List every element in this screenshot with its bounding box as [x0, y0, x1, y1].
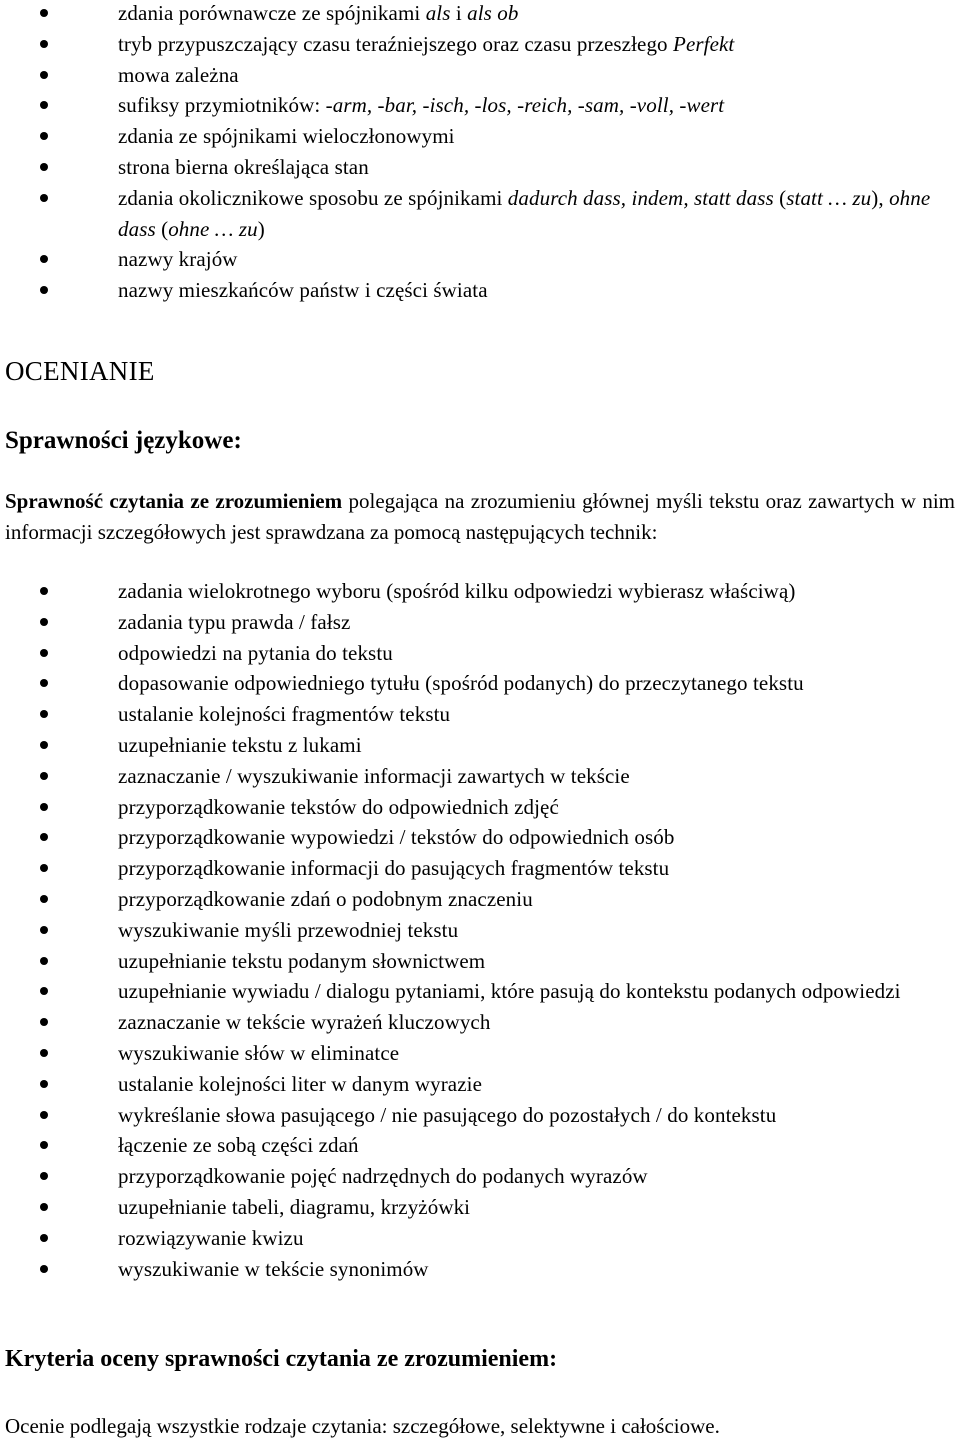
list-item-text: zaznaczanie w tekście wyrażeń kluczowych — [118, 1010, 491, 1035]
list-item-text: wyszukiwanie myśli przewodniej tekstu — [118, 917, 459, 942]
list-item-text: zdania ze spójnikami wieloczłonowymi — [118, 124, 455, 149]
bullet-icon — [40, 833, 48, 841]
italic-term: Perfekt — [673, 31, 735, 56]
list-item — [0, 275, 960, 306]
list-item — [0, 792, 960, 823]
bullet-icon — [40, 957, 48, 965]
list-item — [0, 638, 960, 669]
bullet-icon — [40, 1203, 48, 1211]
bullet-icon — [40, 9, 48, 17]
list-item — [0, 946, 960, 977]
bullet-icon — [40, 132, 48, 140]
list-item-text: przyporządkowanie tekstów do odpowiednich zdjęć — [118, 794, 559, 819]
list-item — [0, 915, 960, 946]
italic-term: ohne … zu — [168, 216, 258, 241]
list-item — [0, 1069, 960, 1100]
list-item — [0, 576, 960, 607]
heading-ocenianie: OCENIANIE — [5, 356, 155, 386]
list-item-text: strona bierna określająca stan — [118, 154, 369, 179]
list-item-text: przyporządkowanie zdań o podobnym znaczeniu — [118, 886, 533, 911]
list-item-text: zdania okolicznikowe sposobu ze spójnikami — [118, 185, 508, 210]
list-item-text: tryb przypuszczający czasu teraźniejszego oraz czasu przeszłego — [118, 31, 674, 56]
list-item — [0, 1007, 960, 1038]
list-item-text: uzupełnianie wywiadu / dialogu pytaniami, które pasują do kontekstu podanych odpowiedzi — [118, 979, 901, 1004]
list-item-text: ) — [257, 216, 265, 241]
reading-skill-paragraph — [5, 486, 955, 548]
list-item-text: łączenie ze sobą części zdań — [118, 1133, 359, 1158]
list-item-text: ustalanie kolejności liter w danym wyrazie — [118, 1071, 482, 1096]
list-item — [0, 1161, 960, 1192]
closing-sentence: Ocenie podlegają wszystkie rodzaje czytania: szczegółowe, selektywne i całościowe. — [5, 1414, 720, 1438]
list-item — [0, 0, 960, 29]
list-item — [0, 1223, 960, 1254]
list-item — [0, 884, 960, 915]
italic-term: dadurch dass, indem, statt dass — [507, 185, 774, 210]
list-item-text: przyporządkowanie wypowiedzi / tekstów do odpowiednich osób — [118, 825, 675, 850]
heading-kryteria-oceny: Kryteria oceny sprawności czytania ze zrozumieniem: — [5, 1346, 558, 1372]
list-item-text: wykreślanie słowa pasującego / nie pasującego do pozostałych / do kontekstu — [118, 1102, 777, 1127]
bullet-icon — [40, 1111, 48, 1119]
bullet-icon — [40, 1234, 48, 1242]
list-item — [0, 121, 960, 152]
list-item — [0, 183, 960, 245]
bullet-icon — [40, 864, 48, 872]
grammar-topics-list — [0, 0, 960, 306]
bullet-icon — [40, 286, 48, 294]
bullet-icon — [40, 194, 48, 202]
italic-term: als — [425, 1, 451, 25]
list-item — [0, 29, 960, 60]
bullet-icon — [40, 101, 48, 109]
list-item — [0, 1038, 960, 1069]
list-item-text: zdania porównawcze ze spójnikami — [118, 1, 426, 25]
bullet-icon — [40, 895, 48, 903]
list-item-text: mowa zależna — [118, 62, 239, 87]
list-item-text: ), — [871, 185, 890, 210]
list-item — [0, 60, 960, 91]
bullet-icon — [40, 255, 48, 263]
list-item-text: ( — [155, 216, 169, 241]
bullet-icon — [40, 1049, 48, 1057]
bullet-icon — [40, 741, 48, 749]
bullet-icon — [40, 618, 48, 626]
italic-term: ohne dass — [118, 185, 931, 241]
list-item-text: i — [450, 1, 468, 25]
list-item — [0, 1254, 960, 1285]
list-item-text: nazwy krajów — [118, 247, 238, 272]
list-item-text: rozwiązywanie kwizu — [118, 1225, 304, 1250]
bullet-icon — [40, 987, 48, 995]
list-item-text: zaznaczanie / wyszukiwanie informacji zawartych w tekście — [118, 763, 630, 788]
list-item — [0, 668, 960, 699]
list-item — [0, 244, 960, 275]
list-item-text: przyporządkowanie pojęć nadrzędnych do podanych wyrazów — [118, 1164, 648, 1189]
reading-skill-bold-term: Sprawność czytania ze zrozumieniem — [5, 489, 343, 513]
list-item-text: wyszukiwanie w tekście synonimów — [118, 1256, 429, 1281]
bullet-icon — [40, 1018, 48, 1026]
list-item — [0, 853, 960, 884]
bullet-icon — [40, 1141, 48, 1149]
list-item — [0, 699, 960, 730]
list-item — [0, 1130, 960, 1161]
bullet-icon — [40, 40, 48, 48]
list-item-text: zadania typu prawda / fałsz — [118, 609, 351, 634]
bullet-icon — [40, 1265, 48, 1273]
bullet-icon — [40, 926, 48, 934]
heading-sprawnosci-jezykowe: Sprawności językowe: — [5, 427, 242, 454]
bullet-icon — [40, 710, 48, 718]
list-item-text: wyszukiwanie słów w eliminatce — [118, 1040, 400, 1065]
list-item-text: uzupełnianie tabeli, diagramu, krzyżówki — [118, 1194, 471, 1219]
list-item — [0, 730, 960, 761]
list-item — [0, 90, 960, 121]
list-item — [0, 976, 960, 1007]
list-item — [0, 761, 960, 792]
list-item-text: nazwy mieszkańców państw i części świata — [118, 278, 488, 303]
bullet-icon — [40, 71, 48, 79]
bullet-icon — [40, 587, 48, 595]
bullet-icon — [40, 649, 48, 657]
bullet-icon — [40, 1172, 48, 1180]
list-item-text: ustalanie kolejności fragmentów tekstu — [118, 702, 451, 727]
bullet-icon — [40, 772, 48, 780]
italic-term: -arm, -bar, -isch, -los, -reich, -sam, -voll, -wert — [325, 93, 725, 118]
list-item-text: ( — [773, 185, 787, 210]
list-item — [0, 1192, 960, 1223]
list-item-text: odpowiedzi na pytania do tekstu — [118, 640, 393, 665]
bullet-icon — [40, 803, 48, 811]
list-item — [0, 1100, 960, 1131]
bullet-icon — [40, 679, 48, 687]
list-item-text: przyporządkowanie informacji do pasujących fragmentów tekstu — [118, 856, 670, 881]
list-item — [0, 152, 960, 183]
list-item-text: dopasowanie odpowiedniego tytułu (spośród podanych) do przeczytanego tekstu — [118, 671, 804, 696]
italic-term: statt … zu — [786, 185, 872, 210]
italic-term: als ob — [467, 1, 519, 25]
bullet-icon — [40, 163, 48, 171]
bullet-icon — [40, 1080, 48, 1088]
reading-techniques-list — [0, 576, 960, 1284]
list-item-text: uzupełnianie tekstu z lukami — [118, 732, 362, 757]
list-item-text: uzupełnianie tekstu podanym słownictwem — [118, 948, 486, 973]
list-item-text: zadania wielokrotnego wyboru (spośród kilku odpowiedzi wybierasz właściwą) — [118, 579, 796, 603]
list-item — [0, 607, 960, 638]
list-item-text: sufiksy przymiotników: — [118, 93, 326, 118]
reading-skill-description: polegająca na zrozumieniu głównej myśli tekstu oraz zawartych w nim informacji szczegółowych jest sprawdzana za pomocą następujących technik: — [5, 489, 955, 544]
list-item — [0, 822, 960, 853]
